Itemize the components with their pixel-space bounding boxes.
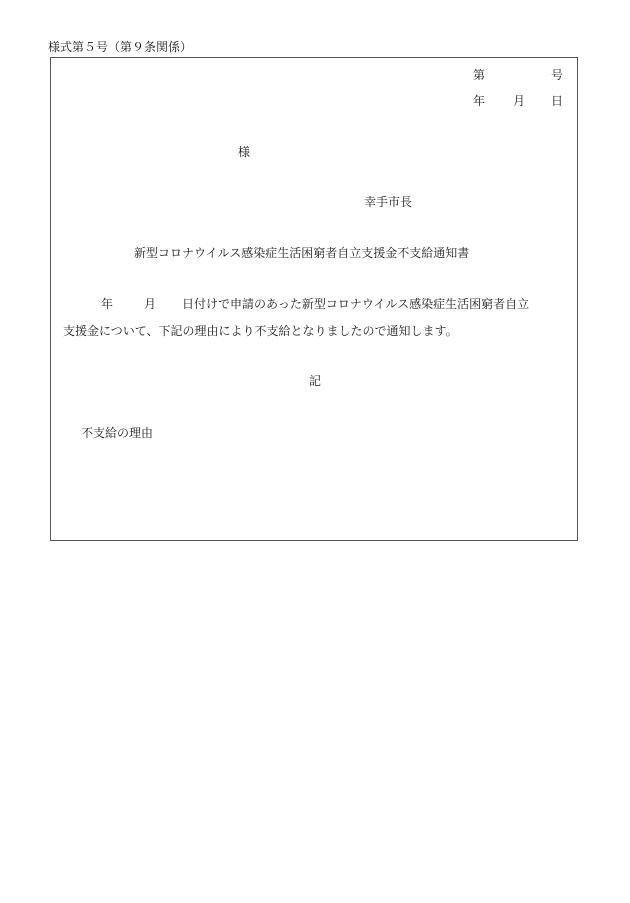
reason-label: 不支給の理由 — [81, 426, 154, 440]
form-number: 様式第５号（第９条関係） — [48, 40, 193, 54]
addressee-honorific: 様 — [238, 145, 251, 159]
issue-date-month: 月 — [513, 94, 526, 108]
body-application-month: 月 — [144, 297, 157, 311]
document-number-prefix: 第 — [473, 68, 486, 82]
document-title: 新型コロナウイルス感染症生活困窮者自立支援金不支給通知書 — [134, 246, 470, 260]
body-application-year: 年 — [101, 297, 114, 311]
document-number-suffix: 号 — [551, 68, 564, 82]
notice-frame — [50, 57, 578, 541]
body-text-line1: 日付けで申請のあった新型コロナウイルス感染症生活困窮者自立 — [182, 297, 530, 311]
body-text-line2: 支援金について、下記の理由により不支給となりましたので通知します。 — [63, 324, 458, 338]
sender-name: 幸手市長 — [364, 195, 413, 209]
note-heading: 記 — [309, 374, 322, 388]
issue-date-day: 日 — [551, 94, 564, 108]
issue-date-year: 年 — [473, 94, 486, 108]
